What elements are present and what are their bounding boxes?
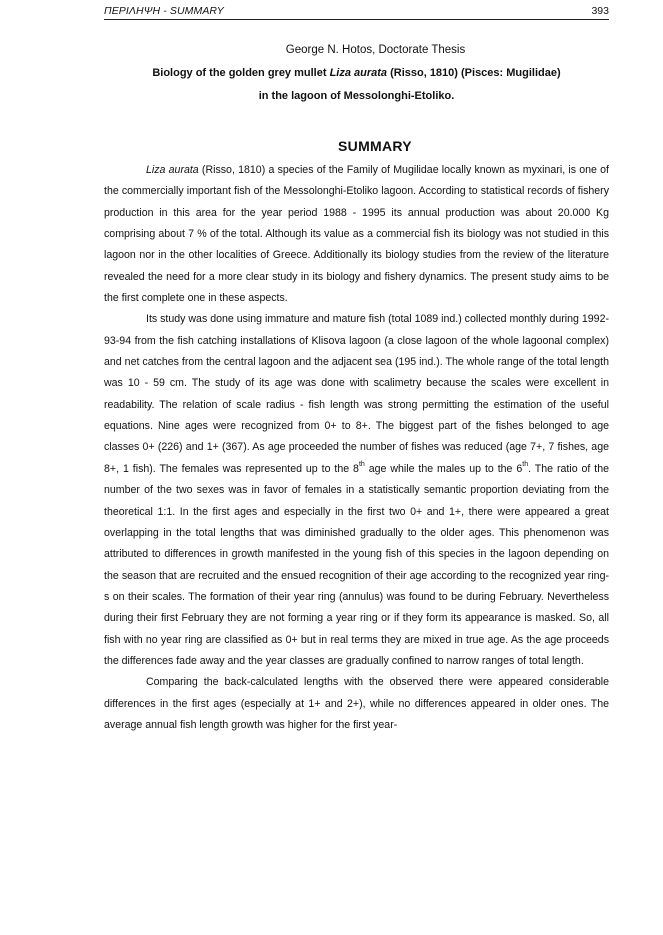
running-header	[104, 4, 609, 20]
paragraph-2-text-b: age while the males up to the 6	[364, 462, 523, 475]
author-line: George N. Hotos, Doctorate Thesis	[285, 44, 466, 56]
summary-body	[104, 160, 609, 736]
ordinal-superscript: th	[522, 461, 529, 469]
thesis-title-line-2: in the lagoon of Messolonghi-Etoliko.	[258, 90, 455, 102]
thesis-title-line-1	[104, 67, 609, 79]
page-number: 393	[591, 5, 609, 17]
paragraph-3-text: Comparing the back-calculated lengths with the observed there were appeared considerable differences in the first ages (especially at 1+ and 2+), while no differences appeared in older ones. The average annual fish length growth was higher for the first year-	[104, 676, 609, 731]
ordinal-superscript: th	[358, 461, 365, 469]
species-name: Liza aurata	[146, 164, 199, 176]
title-prefix: Biology of the golden grey mullet	[152, 67, 330, 79]
paragraph-2-text-c: . The ratio of the number of the two sexes was in favor of females in a statistically semantic proportion deviating from the theoretical 1:1. In the first ages and especially in the first two 0+ and 1+, there were appeared a great overlapping in the total lengths that was diminished gradually to the older ages. This phenomenon was attributed to differences in growth manifested in the young fish of this species in the lagoon depending on the season that are recruited and the ensued recognition of their age according to the recognized year ring-s on their scales. The formation of their year ring (annulus) was found to be during February. Nevertheless during their first February they are not forming a year ring or if they form its appearance is masked. So, all fish with no year ring are classified as 0+ but in real terms they are mixed in true age. As the age proceeds the differences fade away and the year classes are gradually confined to narrow ranges of total length.	[104, 462, 610, 667]
paragraph-1-text: (Risso, 1810) a species of the Family of Mugilidae locally known as myxinari, is one of the commercially important fish of the Messolonghi-Etoliko lagoon. According to statistical records of fishery production in this area for the year period 1988 - 1995 its annual production was about 20.000 Kg comprising about 7 % of the total. Although its value as a commercial fish its biology was not studied in this lagoon nor in the other localities of Greece. Additionally its biology studies from the review of the literature revealed the need for a more clear study in its biology and fishery dynamics. The present study aims to be the first complete one in these aspects.	[104, 164, 609, 305]
paragraph-2-text-a: Its study was done using immature and mature fish (total 1089 ind.) collected monthly during 1992-93-94 from the fish catching installations of Klisova lagoon (a close lagoon of the whole lagoonal complex) and net catches from the central lagoon and the adjacent sea (195 ind.). The whole range of the total length was 10 - 59 cm. The study of its age was done with scalimetry because the scales were excellent in readability. The relation of scale radius - fish length was strong permitting the estimation of the useful equations. Nine ages were recognized from 0+ to 8+. The biggest part of the fishes belonged to age classes 0+ (226) and 1+ (367). As age proceeded the number of fishes was reduced (age 7+, 7 fishes, age 8+, 1 fish). The females was represented up to the 8	[104, 313, 609, 475]
section-heading: SUMMARY	[338, 138, 412, 154]
paragraph-3	[104, 672, 609, 736]
title-species-name: Liza aurata	[329, 67, 388, 79]
header-section-title: ΠΕΡΙΛΗΨΗ - SUMMARY	[104, 5, 224, 17]
title-suffix: (Risso, 1810) (Pisces: Mugilidae)	[387, 67, 561, 79]
paragraph-1	[104, 160, 609, 309]
paragraph-2	[104, 309, 609, 672]
